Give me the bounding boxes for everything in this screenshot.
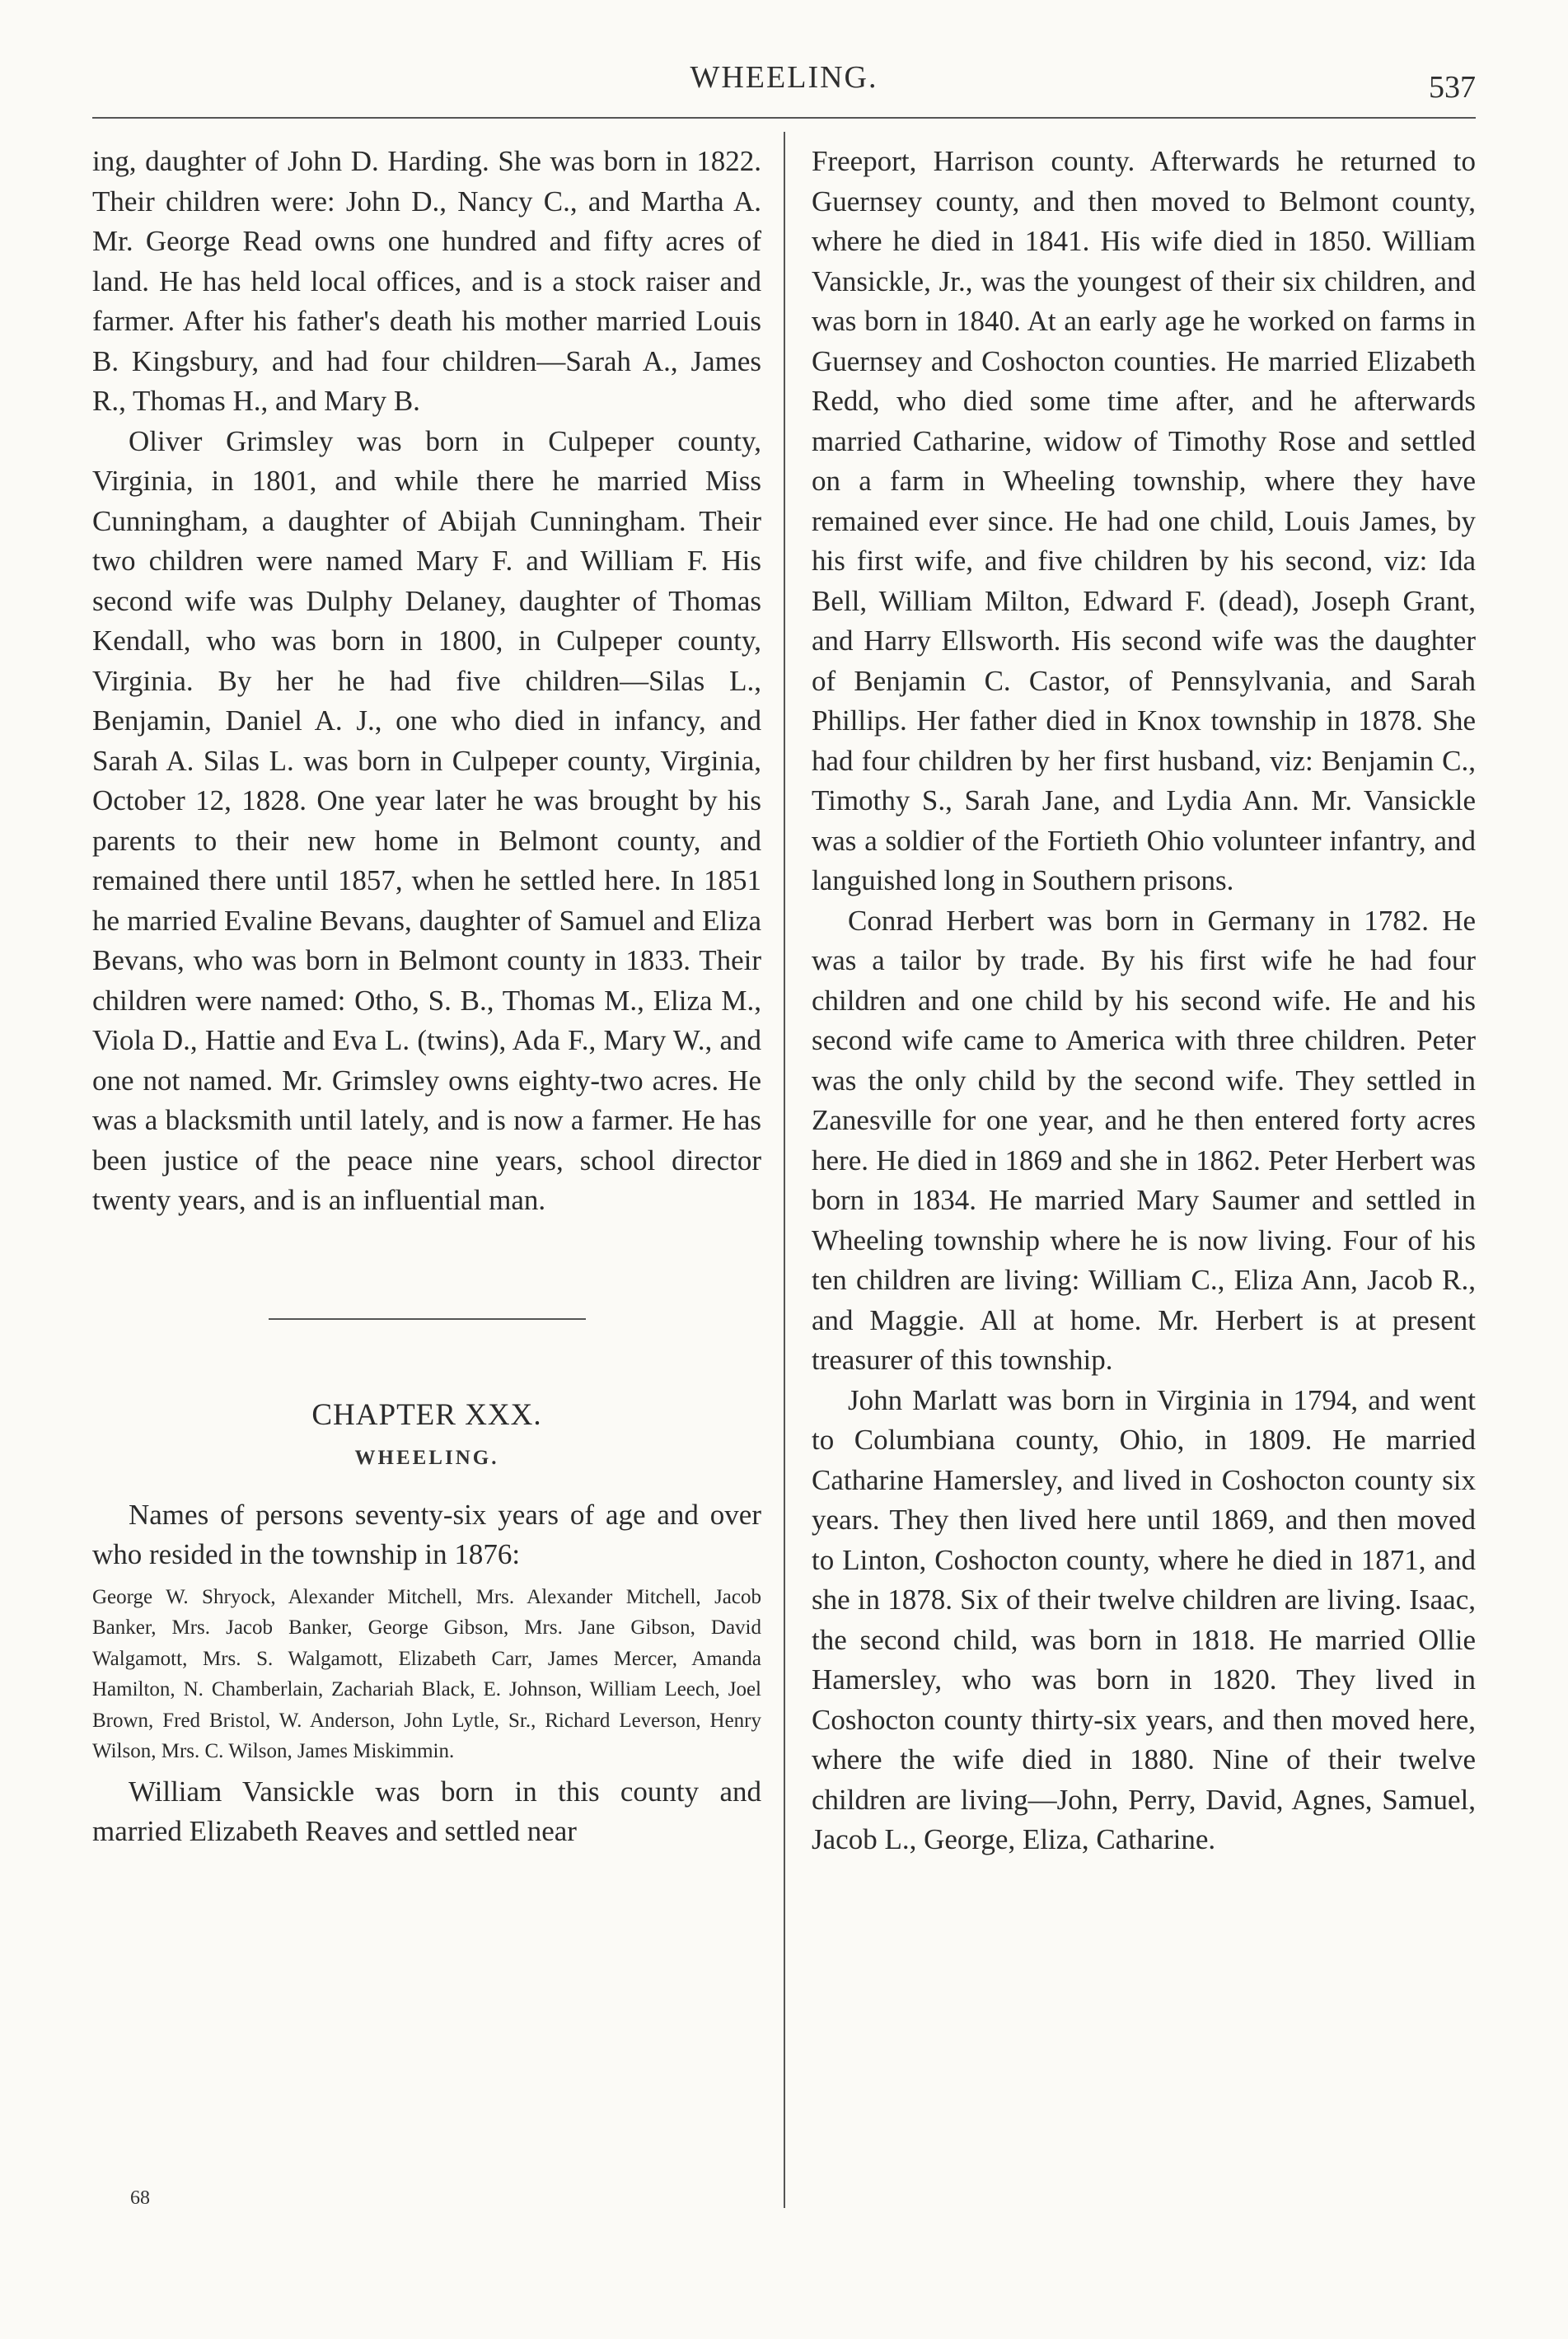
paragraph-continued: ing, daughter of John D. Harding. She was born in 1822. Their children were: John D., Nancy C., and Martha A. Mr. George Read owns one hundred and fifty acres of land. He has held local offices, and is a stock raiser and farmer. After his father's death his mother married Louis B. Kingsbury, and had four children—Sarah A., James R., Thomas H., and Mary B. [92, 145, 761, 417]
paragraph-vansickle-continued: Freeport, Harrison county. Afterwards he returned to Guernsey county, and then moved to Belmont county, where he died in 1841. His wife died in 1850. William Vansickle, Jr., was the youngest of their six children, and was born in 1840. At an early age he worked on farms in Guernsey and Coshocton counties. He married Elizabeth Redd, who died some time after, and he afterwards married Catharine, widow of Timothy Rose and settled on a farm in Wheeling township, where they have remained ever since. He had one child, Louis James, by his first wife, and five children by his second, viz: Ida Bell, William Milton, Edward F. (dead), Joseph Grant, and Harry Ellsworth. His second wife was the daughter of Benjamin C. Castor, of Pennsylvania, and Sarah Phillips. Her father died in Knox township in 1878. She had four children by her first husband, viz: Benjamin C., Timothy S., Sarah Jane, and Lydia Ann. Mr. Vansickle was a soldier of the Fortieth Ohio volunteer infantry, and languished long in Southern prisons. [812, 145, 1476, 896]
paragraph-william-vansickle: William Vansickle was born in this county and married Elizabeth Reaves and settled near [92, 1775, 761, 1847]
paragraph-john-marlatt: John Marlatt was born in Virginia in 1794, and went to Columbiana county, Ohio, in 1809. He married Catharine Hamersley, and lived in Coshocton county six years. They then lived here until 1869, and then moved to Linton, Coshocton county, where he died in 1871, and she in 1878. Six of their twelve children are living. Isaac, the second child, was born in 1818. He married Ollie Hamersley, who was born in 1820. They lived in Coshocton county thirty-six years, and then moved here, where the wife died in 1880. Nine of their twelve children are living—John, Perry, David, Agnes, Samuel, Jacob L., George, Eliza, Catharine. [812, 1383, 1476, 1855]
chapter-title: CHAPTER XXX. [311, 1397, 542, 1432]
page-number: 537 [1429, 70, 1476, 105]
column-divider [784, 132, 785, 2208]
header-rule [92, 117, 1476, 119]
chapter-subtitle: WHEELING. [354, 1447, 499, 1469]
running-head [0, 51, 1568, 105]
left-column [92, 142, 761, 1852]
running-title: WHEELING. [690, 60, 878, 95]
signature-mark: 68 [130, 2187, 150, 2209]
names-intro: Names of persons seventy-six years of age and over who resided in the township in 1876: [92, 1498, 761, 1570]
paragraph-oliver-grimsley: Oliver Grimsley was born in Culpeper county, Virginia, in 1801, and while there he married Miss Cunningham, a daughter of Abijah Cunningham. Their two children were named Mary F. and William F. His second wife was Dulphy Delaney, daughter of Thomas Kendall, who was born in 1800, in Culpeper county, Virginia. By her he had five children—Silas L., Benjamin, Daniel A. J., one who died in infancy, and Sarah A. Silas L. was born in Culpeper county, Virginia, October 12, 1828. One year later he was brought by his parents to their new home in Belmont county, and remained there until 1857, when he settled here. In 1851 he married Evaline Bevans, daughter of Samuel and Eliza Bevans, who was born in Belmont county in 1833. Their children were named: Otho, S. B., Thomas M., Eliza M., Viola D., Hattie and Eva L. (twins), Ada F., Mary W., and one not named. Mr. Grimsley owns eighty-two acres. He was a blacksmith until lately, and is now a farmer. He has been justice of the peace nine years, school director twenty years, and is an influential man. [92, 424, 761, 1216]
section-divider [269, 1318, 586, 1320]
names-list: George W. Shryock, Alexander Mitchell, Mrs. Alexander Mitchell, Jacob Banker, Mrs. Jacob Banker, George Gibson, Mrs. Jane Gibson, David Walgamott, Mrs. S. Walgamott, Elizabeth Carr, James Mercer, Amanda Hamilton, N. Chamberlain, Zachariah Black, E. Johnson, William Leech, Joel Brown, Fred Bristol, W. Anderson, John Lytle, Sr., Richard Leverson, Henry Wilson, Mrs. C. Wilson, James Miskimmin. [92, 1585, 761, 1762]
paragraph-conrad-herbert: Conrad Herbert was born in Germany in 1782. He was a tailor by trade. By his first wife he had four children and one child by his second wife. He and his second wife came to America with three children. Peter was the only child by the second wife. They settled in Zanesville for one year, and he then entered forty acres here. He died in 1869 and she in 1862. Peter Herbert was born in 1834. He married Mary Saumer and settled in Wheeling township where he is now living. Four of his ten children are living: William C., Eliza Ann, Jacob R., and Maggie. All at home. Mr. Herbert is at present treasurer of this township. [812, 904, 1476, 1376]
right-column [812, 142, 1476, 1860]
